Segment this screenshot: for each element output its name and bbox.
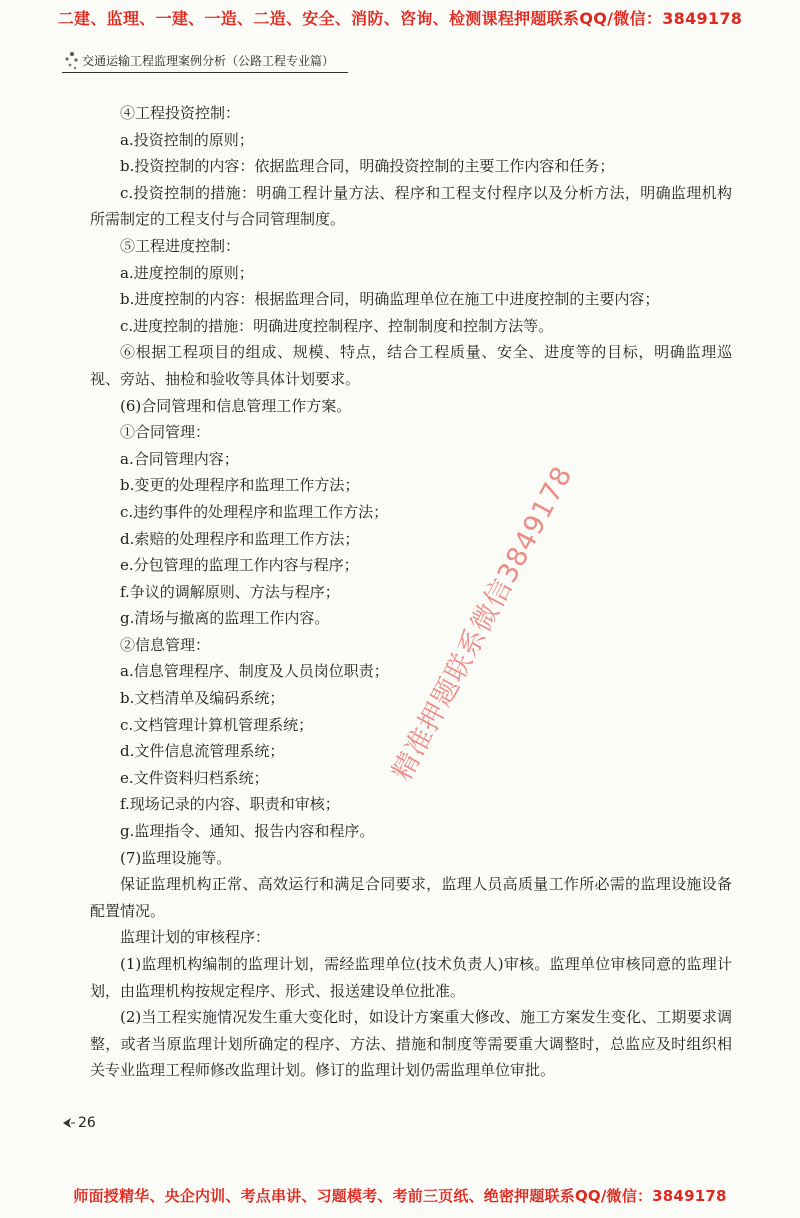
paragraph: b.文档清单及编码系统； [120, 689, 285, 708]
paragraph: 监理计划的审核程序： [120, 928, 271, 947]
paragraph: f.现场记录的内容、职责和审核； [120, 795, 340, 814]
paragraph: (7)监理设施等。 [120, 848, 232, 867]
paragraph: c.违约事件的处理程序和监理工作方法； [120, 502, 389, 521]
paragraph: d.文件信息流管理系统； [120, 742, 285, 761]
paragraph: a.投资控制的原则； [120, 130, 254, 149]
book-ornament-icon [62, 50, 82, 72]
paragraph: ①合同管理： [120, 423, 211, 442]
paragraph: e.文件资料归档系统； [120, 768, 269, 787]
page-arrow-icon [62, 1116, 76, 1130]
top-promo-banner: 二建、监理、一建、一造、二造、安全、消防、咨询、检测课程押题联系QQ/微信：3849178 [57, 9, 743, 28]
paragraph: 保证监理机构正常、高效运行和满足合同要求，监理人员高质量工作所必需的监理设施设备配置情况。 [90, 875, 732, 920]
paragraph: c.文档管理计算机管理系统； [120, 715, 314, 734]
page-number [62, 1112, 96, 1134]
paragraph: a.信息管理程序、制度及人员岗位职责； [120, 662, 389, 681]
paragraph: c.进度控制的措施：明确进度控制程序、控制制度和控制方法等。 [120, 316, 554, 335]
watermark: 精准押题联系微信3849178 [386, 461, 579, 786]
paragraph: b.投资控制的内容：依据监理合同，明确投资控制的主要工作内容和任务； [120, 157, 615, 176]
paragraph: a.合同管理内容； [120, 449, 239, 468]
paragraph: ④工程投资控制： [120, 104, 241, 122]
paragraph: g.清场与撤离的监理工作内容。 [120, 609, 330, 628]
paragraph: (1)监理机构编制的监理计划，需经监理单位(技术负责人)审核。监理单位审核同意的监理计划，由监理机构按规定程序、形式、报送建设单位批准。 [90, 955, 732, 1000]
paragraph: (6)合同管理和信息管理工作方案。 [120, 396, 352, 415]
page-body [90, 100, 732, 1084]
paragraph: ②信息管理： [120, 635, 211, 654]
paragraph: (2)当工程实施情况发生重大变化时，如设计方案重大修改、施工方案发生变化、工期要求调整，或者当原监理计划所确定的程序、方法、措施和制度等需要重大调整时，总监应及时组织相关专业监理工程师修改监理计划。修订的监理计划仍需监理单位审批。 [90, 1008, 732, 1080]
paragraph: g.监理指令、通知、报告内容和程序。 [120, 822, 375, 841]
paragraph: ⑥根据工程项目的组成、规模、特点，结合工程质量、安全、进度等的目标，明确监理巡视、旁站、抽检和验收等具体计划要求。 [90, 343, 732, 388]
page-number-text: 26 [78, 1115, 96, 1131]
paragraph: c.投资控制的措施：明确工程计量方法、程序和工程支付程序以及分析方法，明确监理机构所需制定的工程支付与合同管理制度。 [90, 183, 732, 229]
paragraph: d.索赔的处理程序和监理工作方法； [120, 529, 360, 548]
paragraph: b.进度控制的内容：根据监理合同，明确监理单位在施工中进度控制的主要内容； [120, 290, 660, 309]
paragraph: e.分包管理的监理工作内容与程序； [120, 556, 359, 575]
paragraph: ⑤工程进度控制： [120, 236, 241, 255]
paragraph: f.争议的调解原则、方法与程序； [120, 582, 340, 601]
paragraph: b.变更的处理程序和监理工作方法； [120, 476, 360, 495]
paragraph: a.进度控制的原则； [120, 263, 254, 282]
running-head [62, 50, 348, 73]
running-head-title: 交通运输工程监理案例分析（公路工程专业篇） [82, 54, 335, 68]
bottom-promo-banner: 师面授精华、央企内训、考点串讲、习题模考、考前三页纸、绝密押题联系QQ/微信：3849178 [73, 1187, 727, 1205]
